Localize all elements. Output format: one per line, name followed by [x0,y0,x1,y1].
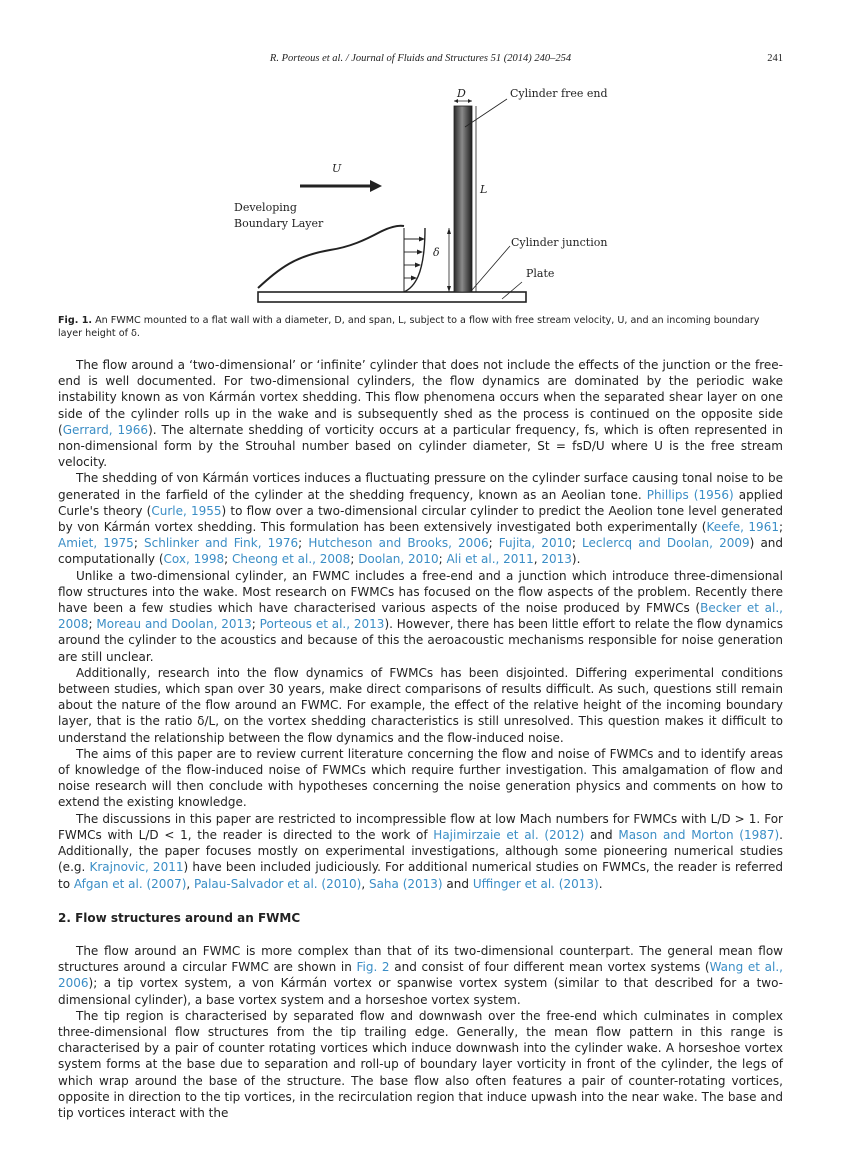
citation-link[interactable]: Leclercq and Doolan, 2009 [582,536,750,551]
caption-text: An FWMC mounted to a flat wall with a diameter, D, and span, L, subject to a flow with free stream velocity, U, and an incoming boundary layer height of δ. [58,315,760,339]
cylinder [454,106,472,292]
paragraph-5: The aims of this paper are to review current literature concerning the flow and noise of FWMCs and to identify areas of knowledge of the flow-induced noise of FWMCs which require further investigation. This amalgamation of flow and noise research will then conclude with hypotheses concerning the noise generation physics and comments on how to extend the existing knowledge. [58,746,783,810]
label-cylinder-junction: Cylinder junction [511,236,608,249]
label-boundary-layer: Boundary Layer [234,217,324,230]
citation-link[interactable]: 2013 [541,552,572,567]
caption-label: Fig. 1. [58,315,93,326]
citation-link[interactable]: Schlinker and Fink, 1976 [144,536,299,551]
d-arrow-right [468,99,472,103]
velocity-profile-curve [404,228,425,292]
citation-link[interactable]: Wang et al., 2006 [58,960,783,991]
paragraph-3: Unlike a two-dimensional cylinder, an FWMC includes a free-end and a junction which introduce three-dimensional flow structures into the wake. Most research on FWMCs has focused on the flow aspects of the problem. Recently there have been a few studies which have characterised various aspects of the noise produced by FMWCs (Becker et al., 2008; Moreau and Doolan, 2013; Porteous et al., 2013). However, there has been little effort to relate the flow dynamics around the cylinder to the acoustics and because of this the aeroacoustic mechanisms responsible for noise generation are still unclear. [58,568,784,664]
junction-leader [472,246,510,290]
figure-caption [58,314,783,340]
citation-link[interactable]: Palau-Salvador et al. (2010) [194,876,362,891]
article-body [58,357,783,1121]
label-developing: Developing [234,201,297,214]
label-d: D [457,87,466,100]
section-paragraph-1: The flow around an FWMC is more complex than that of its two-dimensional counterpart. The general mean flow structures around a circular FWMC are shown in Fig. 2 and consist of four different mean vortex systems (Wang et al., 2006); a tip vortex system, a von Kármán vortex or spanwise vortex system (similar to that described for a two-dimensional cylinder), a base vortex system and a horseshoe vortex system. [58,943,783,1007]
label-delta: δ [433,246,440,259]
label-u: U [332,162,342,175]
citation-link[interactable]: Amiet, 1975 [58,536,134,551]
citation-link[interactable]: Hajimirzaie et al. (2012) [433,827,585,842]
citation-link[interactable]: Saha (2013) [368,876,443,891]
section-heading: 2. Flow structures around an FWMC [58,910,301,925]
citation-link[interactable]: Krajnovic, 2011 [89,860,184,875]
page-number: 241 [767,53,783,64]
citation-link[interactable]: Phillips (1956) [646,487,734,502]
citation-link[interactable]: Keefe, 1961 [706,520,779,535]
citation-link[interactable]: Cheong et al., 2008 [232,552,351,567]
citation-link[interactable]: Gerrard, 1966 [62,422,149,437]
citation-link[interactable]: Cox, 1998 [163,552,225,567]
citation-link[interactable]: Fig. 2 [356,960,390,975]
citation-link[interactable]: Uffinger et al. (2013) [472,876,599,891]
citation-link[interactable]: Becker et al., 2008 [58,601,783,632]
citation-link[interactable]: Fujita, 2010 [498,536,572,551]
paragraph-2: The shedding of von Kármán vortices induces a fluctuating pressure on the cylinder surface causing tonal noise to be generated in the farfield of the cylinder at the shedding frequency, known as an Aeolian tone. Phillips (1956) applied Curle's theory (Curle, 1955) to flow over a two-dimensional circular cylinder to predict the Aeolion tone level generated by von Kármán vortex shedding. This formulation has been extensively investigated both experimentally (Keefe, 1961; Amiet, 1975; Schlinker and Fink, 1976; Hutcheson and Brooks, 2006; Fujita, 2010; Leclercq and Doolan, 2009) and computationally (Cox, 1998; Cheong et al., 2008; Doolan, 2010; Ali et al., 2011, 2013). [58,471,784,567]
citation-link[interactable]: Doolan, 2010 [358,552,439,567]
journal-citation: R. Porteous et al. / Journal of Fluids and Structures 51 (2014) 240–254 [269,53,572,64]
citation-link[interactable]: Hutcheson and Brooks, 2006 [308,536,489,551]
paragraph-4: Additionally, research into the flow dynamics of FWMCs has been disjointed. Differing experimental conditions between studies, which span over 30 years, make direct comparisons of results difficult. As such, questions still remain about the nature of the flow around an FWMC. For example, the effect of the relative height of the incoming boundary layer, that is the ratio δ/L, on the vortex shedding characteristics is still unresolved. This question makes it difficult to understand the relationship between the flow dynamics and the flow-induced noise. [58,665,783,745]
fwmc-diagram [220,80,640,308]
plate [258,292,526,302]
figure-1 [220,80,640,308]
citation-link[interactable]: Ali et al., 2011 [446,552,534,567]
boundary-layer-edge-curve [258,226,404,288]
running-header [58,53,783,67]
citation-link[interactable]: Moreau and Doolan, 2013 [96,617,252,632]
citation-link[interactable]: Curle, 1955 [151,503,222,518]
label-plate: Plate [526,267,555,280]
label-l: L [480,183,488,196]
label-cylinder-free-end: Cylinder free end [510,87,608,100]
citation-link[interactable]: Porteous et al., 2013 [259,617,385,632]
section-paragraph-2: The tip region is characterised by separated flow and downwash over the free-end which culminates in complex three-dimensional flow structures from the tip trailing edge. Generally, the mean flow pattern in this range is characterised by a pair of counter rotating vortices which induce downwash into the cylinder wake. A horseshoe vortex system forms at the base due to separation and roll-up of boundary layer vorticity in front of the cylinder, the legs of which wrap around the base of the structure. The base flow also often features a pair of counter-rotating vortices, opposite in direction to the tip vortices, in the recirculation region that induce upwash into the near wake. The base and tip vortices interact with the [58,1008,783,1120]
citation-link[interactable]: Mason and Morton (1987) [618,827,780,842]
citation-link[interactable]: Afgan et al. (2007) [73,876,187,891]
paragraph-1: The flow around a ‘two-dimensional’ or ‘infinite’ cylinder that does not include the effects of the junction or the free-end is well documented. For two-dimensional cylinders, the flow dynamics are dominated by the periodic wake instability known as von Kármán vortex shedding. This flow phenomena occurs when the separated shear layer on one side of the cylinder rolls up in the wake and is subsequently shed as the process is continued on the opposite side (Gerrard, 1966). The alternate shedding of vorticity occurs at a particular frequency, fs, which is often represented in non-dimensional form by the Strouhal number based on cylinder diameter, St = fsD/U where U is the free stream velocity. [58,358,783,470]
paragraph-6: The discussions in this paper are restricted to incompressible flow at low Mach numbers for FWMCs with L/D > 1. For FWMCs with L/D < 1, the reader is directed to the work of Hajimirzaie et al. (2012) and Mason and Morton (1987). Additionally, the paper focuses mostly on experimental investigations, although some pioneering numerical studies (e.g. Krajnovic, 2011) have been included judiciously. For additional numerical studies on FWMCs, the reader is referred to Afgan et al. (2007), Palau-Salvador et al. (2010), Saha (2013) and Uffinger et al. (2013). [58,811,784,891]
flow-arrow-head [370,180,382,192]
